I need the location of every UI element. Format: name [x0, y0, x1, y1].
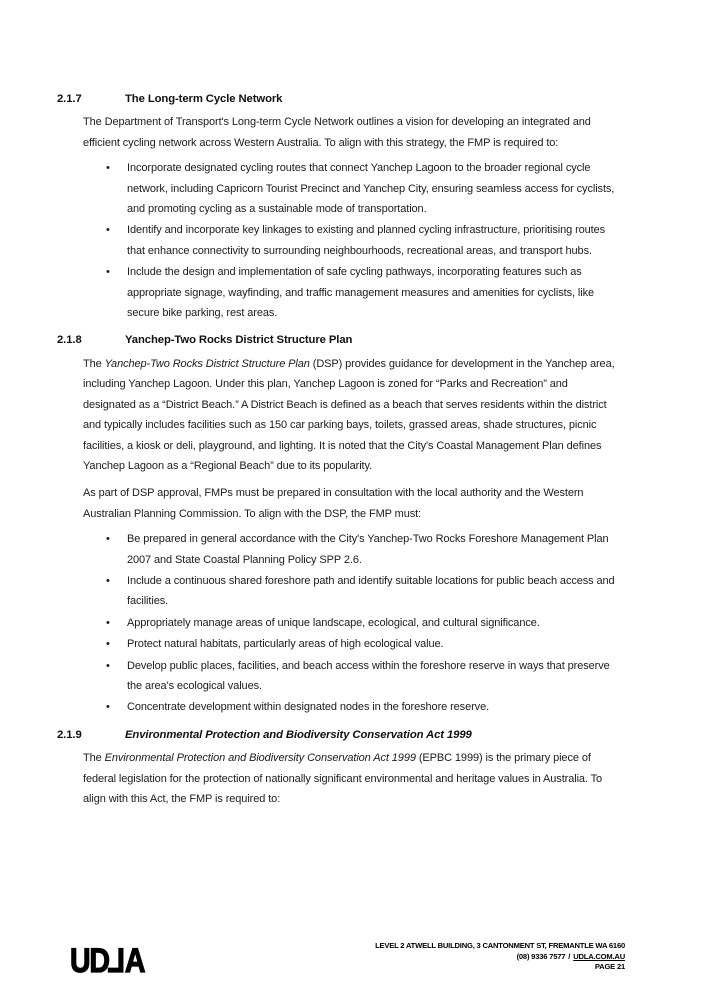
section-title: Environmental Protection and Biodiversity Conservation Act 1999	[125, 728, 472, 741]
section-heading	[57, 725, 625, 745]
footer-separator: /	[568, 951, 571, 961]
paragraph	[83, 112, 621, 153]
bullet-text	[127, 613, 621, 633]
text-run: As part of DSP approval, FMPs must be prepared in consultation with the local authority and the Western Australian Planning Commission. To align with the DSP, the FMP must:	[83, 487, 584, 520]
text-run: Include the design and implementation of safe cycling pathways, incorporating features such as appropriate signage, wayfinding, and traffic management measures and amenities for cyclists, like secure bike parking, rest areas.	[127, 266, 595, 320]
text-run: Identify and incorporate key linkages to existing and planned cycling infrastructure, prioritising routes that enhance connectivity to surrounding neighbourhoods, recreational areas, and transport hubs.	[127, 224, 606, 257]
bullet-text	[127, 571, 621, 612]
section-number: 2.1.9	[57, 728, 82, 741]
bullet-text	[127, 529, 621, 570]
section-2.1.9	[57, 725, 625, 810]
list-item	[106, 220, 625, 261]
bullet-text	[127, 158, 621, 219]
text-run: Protect natural habitats, particularly areas of high ecological value.	[127, 638, 444, 651]
text-run: Yanchep-Two Rocks District Structure Plan	[104, 357, 310, 370]
list-item	[106, 634, 625, 654]
text-run: Be prepared in general accordance with the City's Yanchep-Two Rocks Foreshore Management Plan 2007 and State Coastal Planning Policy SPP 2.6.	[127, 533, 609, 566]
udla-logo	[70, 944, 144, 978]
bullet-list	[106, 158, 625, 323]
bullet-icon: •	[106, 638, 110, 651]
bullet-icon: •	[106, 659, 110, 672]
logo-letter-a: A	[124, 942, 145, 980]
text-run: (EPBC 1999) is the primary piece of federal legislation for the protection of nationally significant environmental and heritage values in Australia. To align with this Act, the FMP is required to:	[83, 752, 603, 805]
list-item	[106, 697, 625, 717]
footer-page-number: PAGE 21	[594, 962, 625, 972]
text-run: Environmental Protection and Biodiversity Conservation Act 1999	[104, 752, 416, 765]
text-run: Appropriately manage areas of unique landscape, ecological, and cultural significance.	[127, 616, 540, 629]
text-run: The	[83, 752, 105, 765]
text-run: The Department of Transport's Long-term Cycle Network outlines a vision for developing an integrated and efficient cycling network across Western Australia. To align with this strategy, the FMP is required to:	[83, 116, 591, 149]
logo-letter-l-reversed: L	[108, 942, 125, 980]
bullet-text	[127, 656, 621, 697]
bullet-icon: •	[106, 162, 110, 175]
footer-contact-block	[375, 941, 625, 973]
text-run: Include a continuous shared foreshore path and identify suitable locations for public beach access and facilities.	[127, 574, 615, 608]
bullet-icon: •	[106, 616, 110, 629]
list-item	[106, 613, 625, 633]
section-2.1.7	[57, 89, 625, 323]
bullet-icon: •	[106, 266, 110, 279]
bullet-icon: •	[106, 574, 110, 587]
list-item	[106, 571, 625, 612]
bullet-list	[106, 529, 625, 718]
text-run: Develop public places, facilities, and beach access within the foreshore reserve in ways that preserve the area's ecological values.	[127, 659, 610, 692]
bullet-icon: •	[106, 224, 110, 237]
section-title: Yanchep-Two Rocks District Structure Plan	[125, 334, 353, 347]
text-run: Incorporate designated cycling routes that connect Yanchep Lagoon to the broader regional cycle network, including Capricorn Tourist Precinct and Yanchep City, ensuring seamless access for cyclists, and promoting cycling as a sustainable mode of transportation.	[127, 162, 615, 216]
section-title: The Long-term Cycle Network	[125, 93, 283, 105]
bullet-text	[127, 634, 621, 654]
text-run: The	[83, 357, 105, 370]
section-heading	[57, 89, 625, 109]
list-item	[106, 656, 625, 697]
section-2.1.8	[57, 330, 625, 717]
footer-phone: (08) 9336 7577	[516, 951, 566, 961]
bullet-text	[127, 697, 621, 717]
logo-letters-ud: UD	[70, 942, 109, 980]
footer-contact-line	[375, 952, 625, 963]
list-item	[106, 529, 625, 570]
bullet-text	[127, 220, 621, 261]
document-content	[57, 89, 625, 809]
text-run: Concentrate development within designated nodes in the foreshore reserve.	[127, 701, 490, 714]
bullet-text	[127, 262, 621, 323]
section-heading	[57, 330, 625, 350]
paragraph	[83, 483, 621, 524]
bullet-icon: •	[106, 533, 110, 546]
footer-website-link[interactable]: UDLA.COM.AU	[573, 951, 625, 961]
section-number: 2.1.7	[57, 93, 82, 105]
bullet-icon: •	[106, 701, 110, 714]
footer-address: LEVEL 2 ATWELL BUILDING, 3 CANTONMENT ST, FREMANTLE WA 6160	[375, 941, 625, 950]
paragraph	[83, 748, 621, 809]
list-item	[106, 158, 625, 219]
paragraph	[83, 354, 621, 476]
list-item	[106, 262, 625, 323]
section-number: 2.1.8	[57, 334, 82, 347]
text-run: (DSP) provides guidance for development in the Yanchep area, including Yanchep Lagoon. Under this plan, Yanchep Lagoon is zoned for “Parks and Recreation” and designated as a “District Beach.” A District Beach is defined as a beach that serves residents within the district and typically includes facilities such as 150 car parking bays, toilets, grassed areas, shade structures, picnic facilities, a kiosk or deli, playground, and lighting. It is noted that the City's Coastal Management Plan defines Yanchep Lagoon as a “Regional Beach” due to its popularity.	[83, 357, 615, 472]
page-footer	[0, 936, 705, 998]
